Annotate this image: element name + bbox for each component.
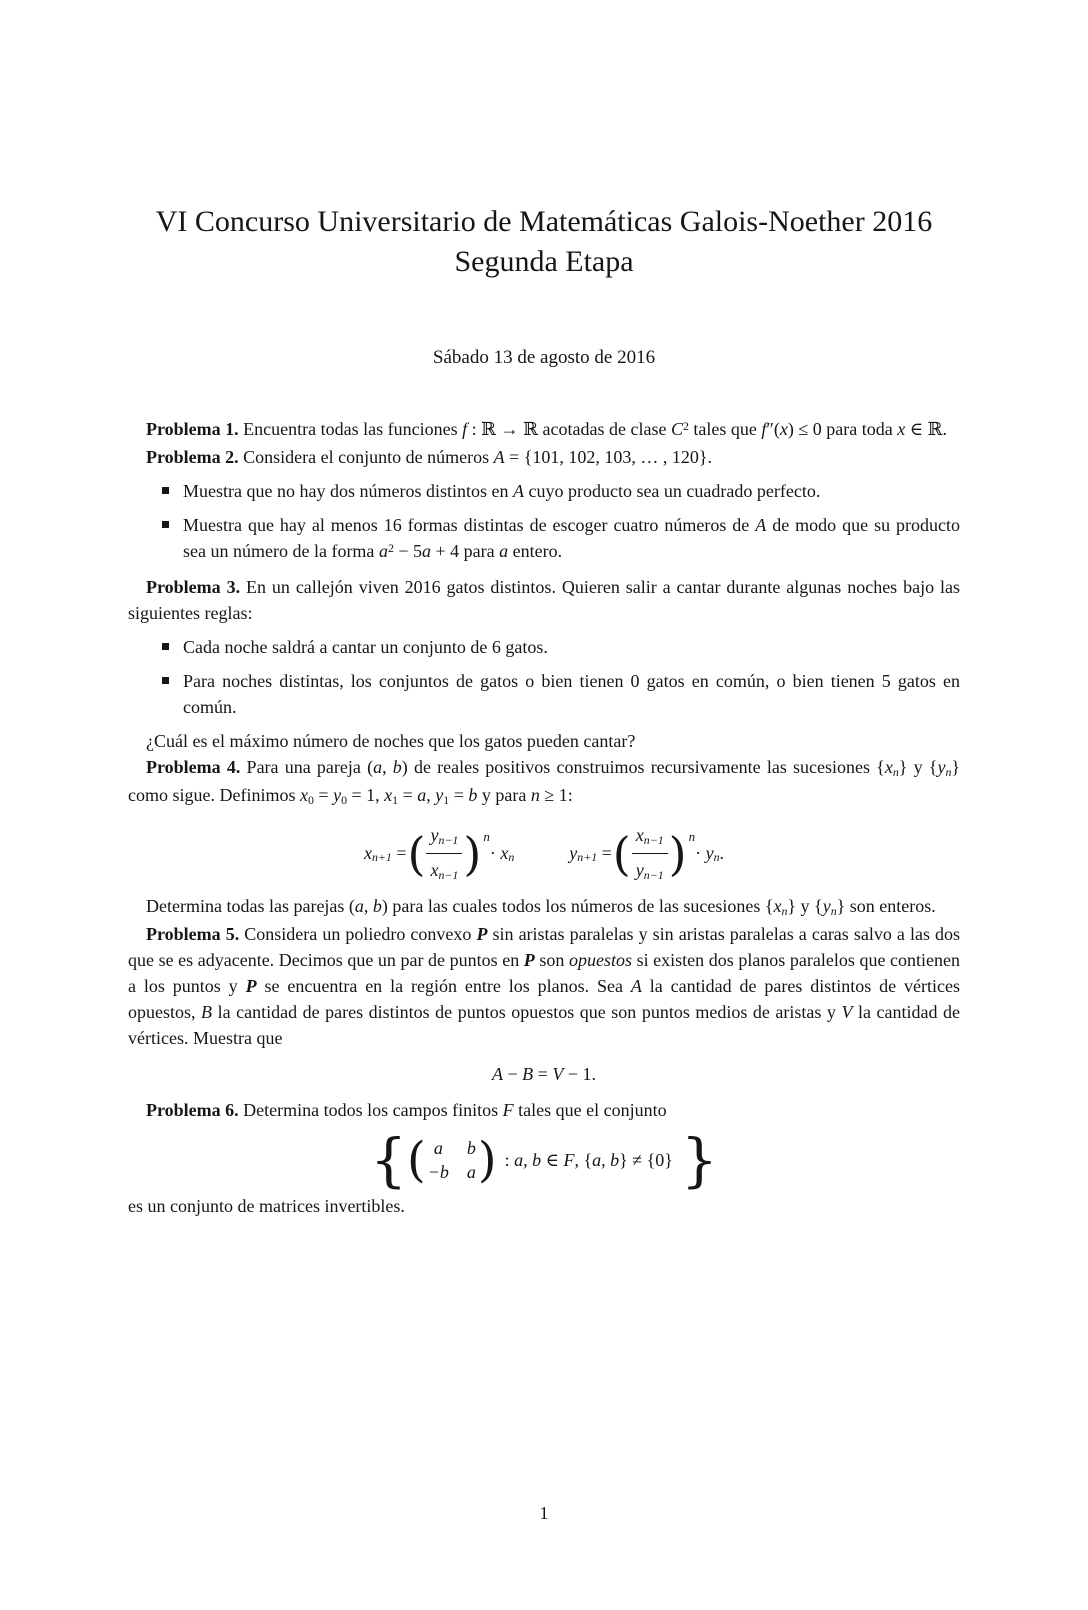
- bullet-icon: [162, 643, 169, 650]
- bullet-icon: [162, 677, 169, 684]
- set-condition: : a, b ∈ F, {a, b} ≠ {0}: [504, 1150, 673, 1170]
- equation-tail: · xn: [489, 842, 515, 865]
- recurrence-equation: [128, 822, 960, 885]
- matrix: [426, 1136, 478, 1184]
- fraction-denominator: yn−1: [635, 860, 664, 882]
- matrix-cell: b: [466, 1138, 476, 1158]
- problem-1-statement: Problema 1. Encuentra todas las funciones f : ℝ → ℝ acotadas de clase $C^2$ tales que f″(x) ≤ 0 para toda x ∈ ℝ.: [146, 418, 948, 439]
- problem-4-conclusion: Determina todas las parejas (a, b) para las cuales todos los números de las sucesiones {xn} y {yn} son enteros.: [146, 896, 936, 918]
- matrix-set-equation: [128, 1126, 960, 1194]
- problem-3-bullet-2: [128, 668, 960, 720]
- right-paren: ): [463, 826, 482, 881]
- fraction-denominator: xn−1: [430, 860, 459, 882]
- matrix-left-paren: (: [407, 1132, 426, 1188]
- problem-2-bullet-2: [128, 512, 960, 566]
- bullet-text: Muestra que hay al menos 16 formas distintas de escoger cuatro números de A de modo que su producto sea un número de la forma $a^2 - 5a + 4$ para a entero.: [183, 515, 961, 561]
- exponent: n: [483, 829, 490, 844]
- problem-6-conclusion: es un conjunto de matrices invertibles.: [128, 1196, 405, 1216]
- bullet-text: Muestra que no hay dos números distintos en A cuyo producto sea un cuadrado perfecto.: [183, 481, 821, 501]
- matrix-cell: −b: [427, 1162, 449, 1182]
- problem-2-bullet-list: [128, 478, 960, 566]
- title-line-2: Segunda Etapa: [454, 245, 634, 278]
- problem-2-bullet-1: [128, 478, 960, 504]
- fraction-numerator: yn−1: [426, 822, 462, 854]
- page-number: 1: [539, 1503, 549, 1523]
- vertices-equation: A − B = V − 1.: [492, 1064, 596, 1084]
- document-page: [0, 202, 1088, 1219]
- equation-tail: · yn.: [695, 842, 725, 865]
- bullet-text: Cada noche saldrá a cantar un conjunto de 6 gatos.: [183, 637, 548, 657]
- fraction: [632, 822, 668, 885]
- matrix-cell: a: [466, 1162, 476, 1182]
- recurrence-equation-x: [364, 822, 514, 885]
- left-paren: (: [612, 826, 631, 881]
- matrix-cell: a: [433, 1138, 443, 1158]
- document-date: Sábado 13 de agosto de 2016: [432, 347, 656, 368]
- recurrence-equation-y: [569, 822, 724, 885]
- equation-lhs: yn+1 =: [569, 842, 612, 865]
- document-body: [128, 416, 960, 1219]
- left-brace: {: [370, 1126, 408, 1194]
- problem-6-statement: Problema 6. Determina todos los campos finitos F tales que el conjunto: [146, 1100, 667, 1120]
- right-paren: ): [668, 826, 687, 881]
- problem-4-statement: Problema 4. Para una pareja (a, b) de reales positivos construimos recursivamente las sucesiones {xn} y {yn} como sigue. Definimos x0 = y0 = 1, x1 = a, y1 = b y para n ≥ 1:: [128, 757, 961, 807]
- equation-lhs: xn+1 =: [363, 842, 407, 865]
- matrix-right-paren: ): [477, 1132, 497, 1188]
- fraction: [426, 822, 462, 885]
- problem-2-statement: Problema 2. Considera el conjunto de números A = {101, 102, 103, … , 120}.: [146, 447, 713, 467]
- exponent: n: [688, 829, 696, 844]
- bullet-text: Para noches distintas, los conjuntos de gatos o bien tienen 0 gatos en común, o bien tienen 5 gatos en común.: [183, 671, 960, 717]
- problem-3-bullet-1: [128, 634, 960, 660]
- problem-5-statement: Problema 5. Considera un poliedro convexo P sin aristas paralelas y sin aristas paralelas a caras salvo a las dos que se es adyacente. Decimos que un par de puntos en P son opuestos si existen dos planos paralelos que contienen a los puntos y P se encuentra en la región entre los planos. Sea A la cantidad de pares distintos de vértices opuestos, B la cantidad de pares distintos de puntos opuestos que son puntos medios de aristas y V la cantidad de vértices. Muestra que: [128, 924, 961, 1048]
- left-paren: (: [407, 826, 426, 881]
- fraction-numerator: xn−1: [632, 822, 668, 854]
- right-brace: }: [680, 1126, 718, 1194]
- problem-3-statement: Problema 3. En un callejón viven 2016 gatos distintos. Quieren salir a cantar durante algunas noches bajo las siguientes reglas:: [128, 577, 961, 623]
- title-line-1: VI Concurso Universitario de Matemáticas Galois-Noether 2016: [155, 205, 933, 238]
- bullet-icon: [162, 521, 169, 528]
- bullet-icon: [162, 487, 169, 494]
- problem-3-bullet-list: [128, 634, 960, 720]
- problem-3-question: ¿Cuál es el máximo número de noches que los gatos pueden cantar?: [146, 731, 636, 751]
- document-title: [128, 202, 960, 282]
